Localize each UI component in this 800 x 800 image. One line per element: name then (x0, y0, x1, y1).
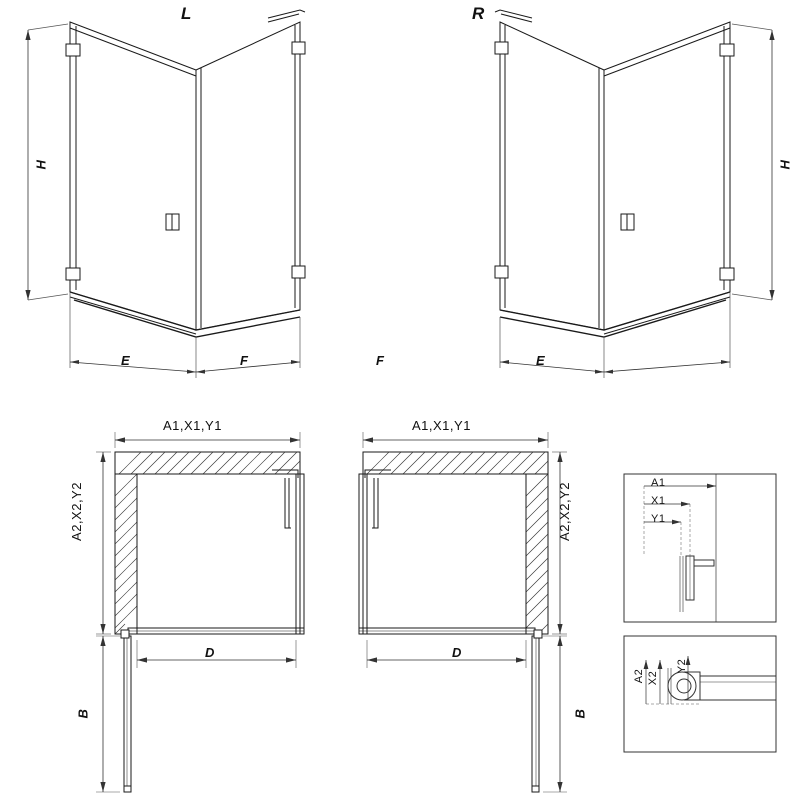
iso-right-view (495, 10, 775, 378)
plan-left-side-dim-label: A2,X2,Y2 (68, 482, 84, 541)
iso-left-view (25, 10, 305, 378)
detail-top-dim-x1: X1 (651, 495, 666, 507)
detail-bottom-profile (624, 636, 776, 752)
title-left: L (181, 4, 192, 23)
plan-right-inner-dim-label: D (452, 645, 462, 660)
plan-left-top-dim-label: A1,X1,Y1 (163, 418, 222, 433)
plan-right-top-dim-label: A1,X1,Y1 (412, 418, 471, 433)
iso-right-height-label: H (777, 159, 793, 170)
plan-right-side-dim-label: A2,X2,Y2 (556, 482, 572, 541)
plan-left-door-dim-label: B (75, 708, 91, 719)
iso-right-front-label-left: F (376, 353, 385, 368)
detail-top-profile (624, 474, 776, 622)
detail-bottom-dim-y2: Y2 (676, 658, 689, 674)
plan-right-door-dim-label: B (572, 708, 588, 719)
detail-bottom-dim-a2: A2 (633, 668, 646, 684)
detail-top-dim-a1: A1 (651, 477, 666, 489)
detail-bottom-dim-x2: X2 (647, 670, 660, 686)
iso-left-height-label: H (33, 159, 49, 170)
detail-top-dim-y1: Y1 (651, 513, 666, 525)
iso-left-front-label-right: F (240, 353, 249, 368)
plan-right-view (359, 432, 567, 792)
plan-left-view (96, 432, 304, 792)
iso-left-front-label-left: E (121, 353, 131, 368)
title-right: R (472, 4, 485, 23)
plan-left-inner-dim-label: D (205, 645, 215, 660)
iso-right-front-label-right: E (536, 353, 546, 368)
